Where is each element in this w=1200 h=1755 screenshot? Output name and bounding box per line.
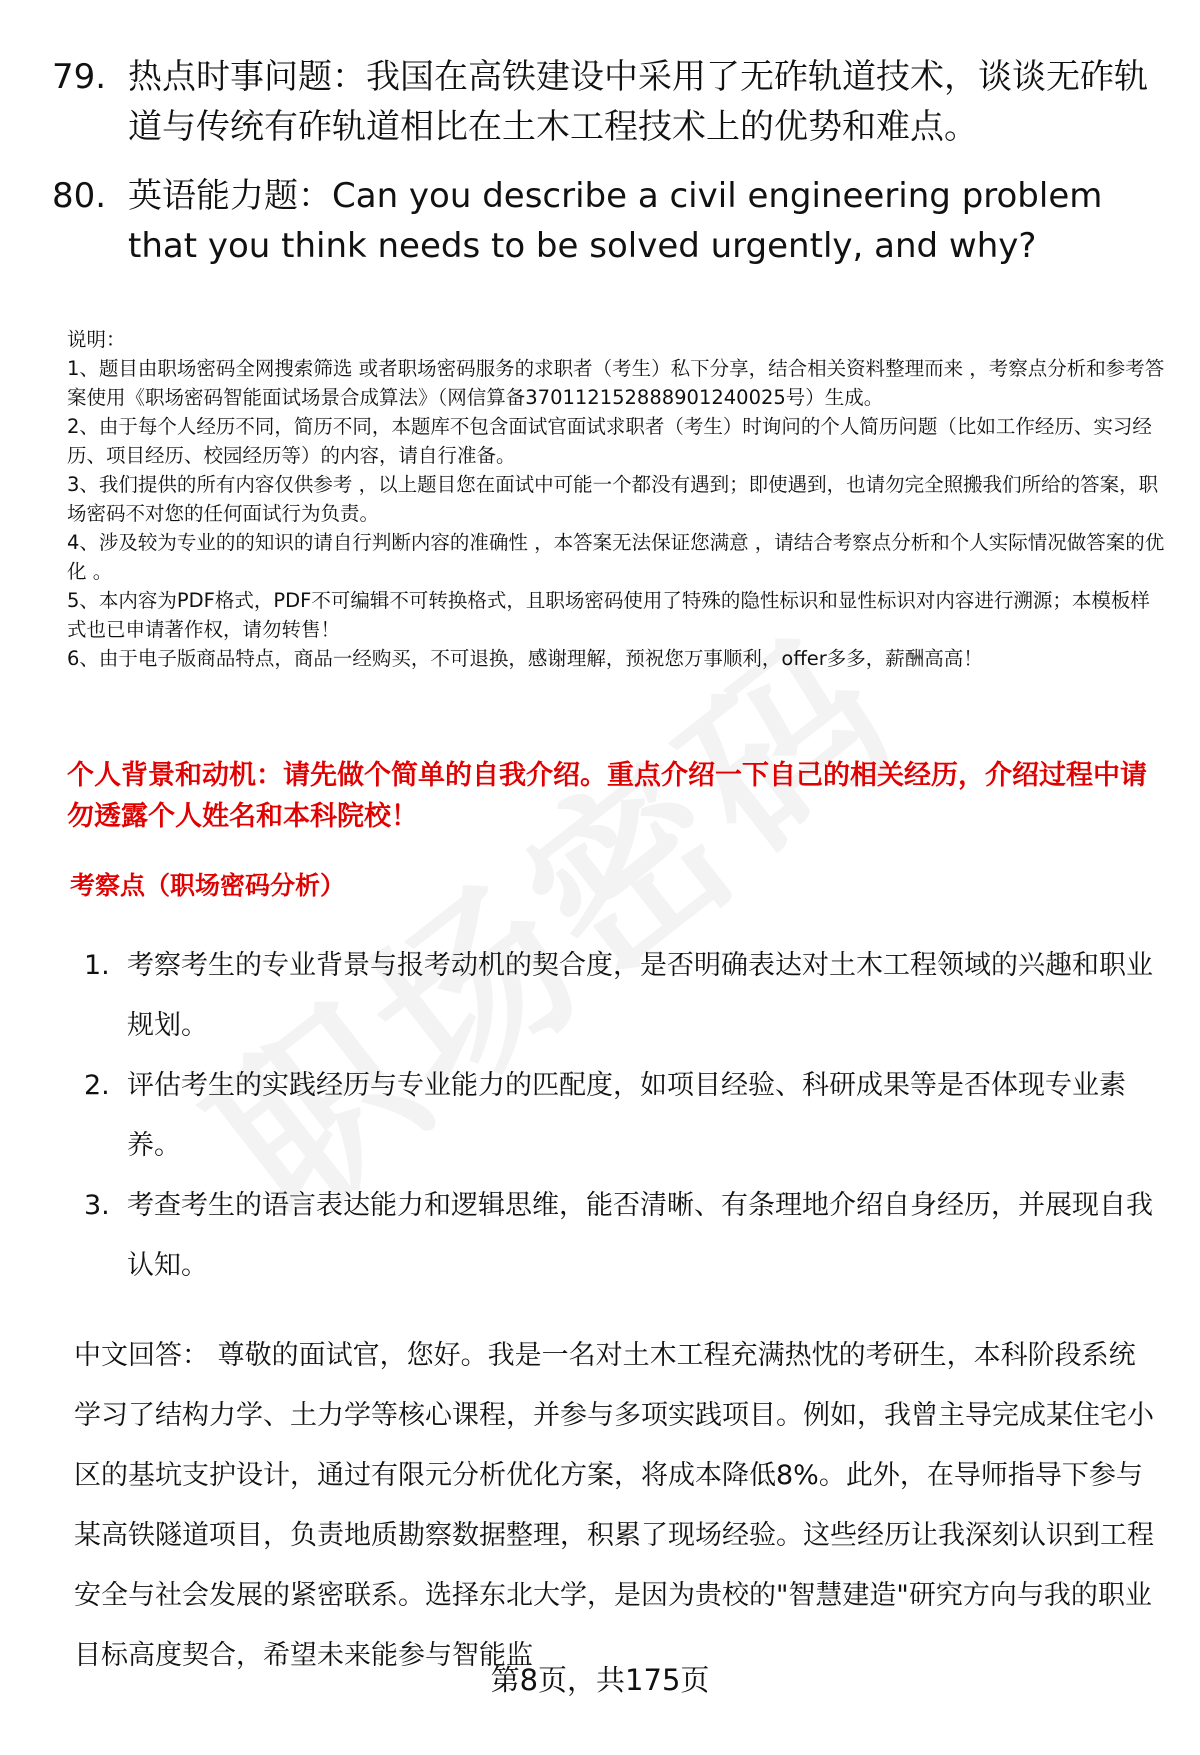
note-item: 4、涉及较为专业的的知识的请自行判断内容的准确性 ，本答案无法保证您满意 ，请结合考察点分析和个人实际情况做答案的优化 。 xyxy=(67,531,1165,583)
analysis-item-text: 评估考生的实践经历与专业能力的匹配度，如项目经验、科研成果等是否体现专业素养。 xyxy=(127,1070,1126,1161)
analysis-item-number: 3. xyxy=(84,1190,110,1221)
page-footer: 第8页，共175页 xyxy=(490,1663,710,1697)
answer-block xyxy=(74,1326,1154,1686)
analysis-item xyxy=(84,936,1154,1056)
analysis-item xyxy=(84,1176,1154,1296)
note-item: 5、本内容为PDF格式，PDF不可编辑不可转换格式，且职场密码使用了特殊的隐性标识和显性标识对内容进行溯源；本模板样式也已申请著作权，请勿转售！ xyxy=(67,589,1150,641)
note-item: 2、由于每个人经历不同，简历不同，本题库不包含面试官面试求职者（考生）时询问的个人简历问题（比如工作经历、实习经历、项目经历、校园经历等）的内容，请自行准备。 xyxy=(67,415,1152,467)
notes-block xyxy=(67,325,1167,673)
question-number: 79. xyxy=(52,57,107,97)
question-text: 热点时事问题：我国在高铁建设中采用了无砟轨道技术，谈谈无砟轨道与传统有砟轨道相比在土木工程技术上的优势和难点。 xyxy=(128,57,1148,147)
note-item: 6、由于电子版商品特点，商品一经购买，不可退换，感谢理解，预祝您万事顺利，offer多多，薪酬高高！ xyxy=(67,647,983,670)
analysis-title: 考察点（职场密码分析） xyxy=(70,871,346,900)
analysis-list xyxy=(84,936,1154,1296)
analysis-item-text: 考查考生的语言表达能力和逻辑思维，能否清晰、有条理地介绍自身经历，并展现自我认知。 xyxy=(127,1190,1153,1281)
question-number: 80. xyxy=(52,176,107,216)
question-79 xyxy=(52,52,1162,152)
analysis-item-number: 1. xyxy=(84,950,110,981)
answer-text: 尊敬的面试官，您好。我是一名对土木工程充满热忱的考研生，本科阶段系统学习了结构力学、土力学等核心课程，并参与多项实践项目。例如，我曾主导完成某住宅小区的基坑支护设计，通过有限元分析优化方案，将成本降低8%。此外，在导师指导下参与某高铁隧道项目，负责地质勘察数据整理，积累了现场经验。这些经历让我深刻认识到工程安全与社会发展的紧密联系。选择东北大学，是因为贵校的"智慧建造"研究方向与我的职业目标高度契合，希望未来能参与智能监 xyxy=(74,1340,1154,1671)
notes-title: 说明： xyxy=(67,328,126,351)
question-text: 英语能力题：Can you describe a civil engineering problem that you think needs to be solved urgently, and why? xyxy=(128,176,1103,266)
analysis-item xyxy=(84,1056,1154,1176)
note-item: 1、题目由职场密码全网搜索筛选 或者职场密码服务的求职者（考生）私下分享，结合相关资料整理而来 ，考察点分析和参考答案使用《职场密码智能面试场景合成算法》（网信算备370112152888901240025号）生成。 xyxy=(67,357,1165,409)
analysis-item-number: 2. xyxy=(84,1070,110,1101)
answer-label: 中文回答： xyxy=(74,1340,209,1371)
section-heading: 个人背景和动机：请先做个简单的自我介绍。重点介绍一下自己的相关经历，介绍过程中请勿透露个人姓名和本科院校！ xyxy=(67,760,1147,832)
question-80 xyxy=(52,171,1162,271)
analysis-item-text: 考察考生的专业背景与报考动机的契合度，是否明确表达对土木工程领域的兴趣和职业规划。 xyxy=(127,950,1153,1041)
note-item: 3、我们提供的所有内容仅供参考 ，以上题目您在面试中可能一个都没有遇到；即使遇到，也请勿完全照搬我们所给的答案，职场密码不对您的任何面试行为负责。 xyxy=(67,473,1159,525)
